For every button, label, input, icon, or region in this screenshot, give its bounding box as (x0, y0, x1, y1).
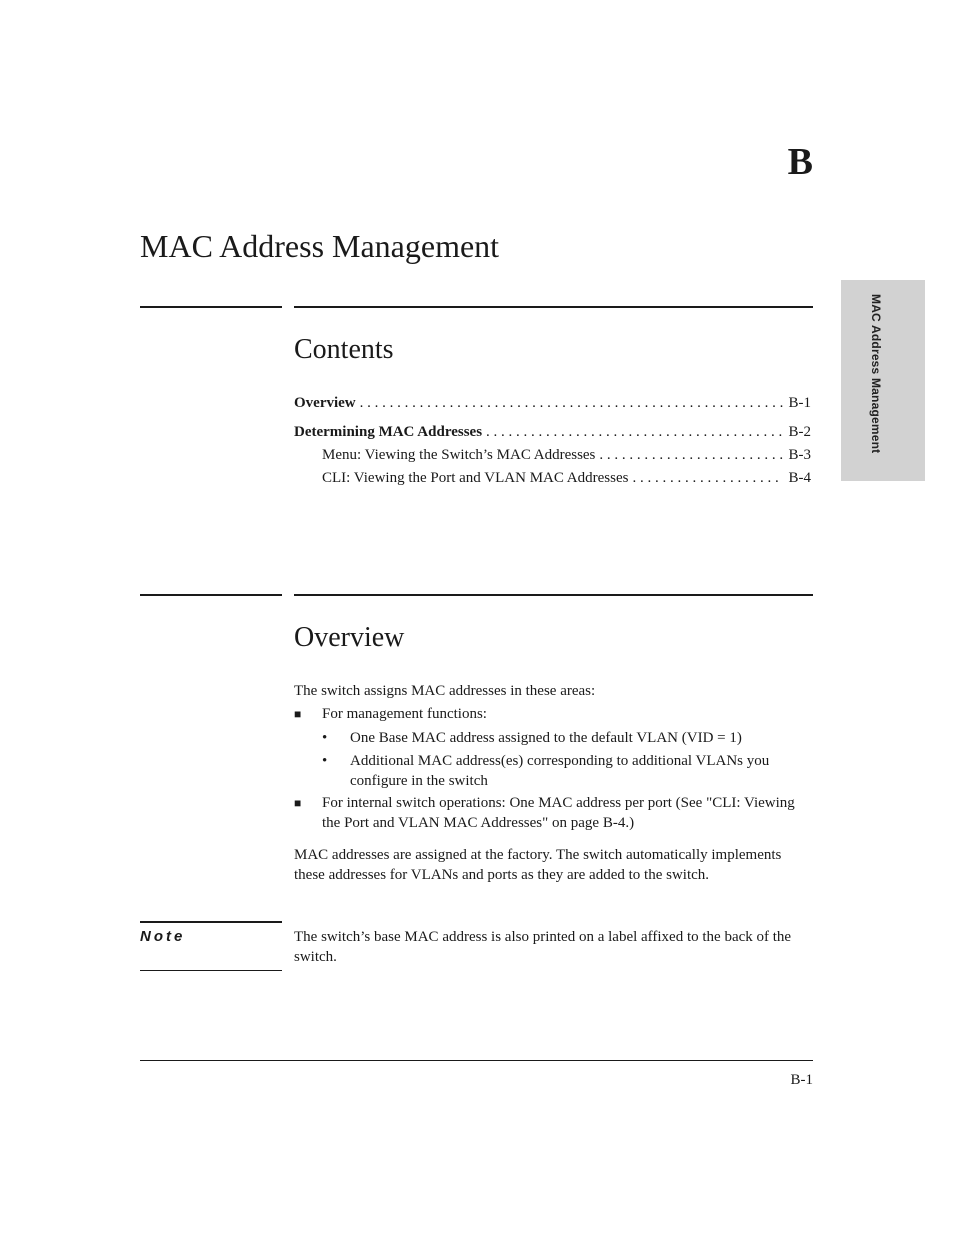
toc-entry[interactable] (294, 422, 811, 442)
chapter-letter: B (787, 141, 813, 183)
toc-leader (632, 468, 783, 488)
sub-bullet-item: One Base MAC address assigned to the default VLAN (VID = 1) (350, 730, 742, 746)
toc-entry-page: B-1 (788, 395, 811, 411)
note-top-rule (140, 921, 282, 923)
footer-page-number: B-1 (790, 1072, 813, 1088)
side-tab-label: MAC Address Management (869, 294, 883, 454)
overview-right-rule (294, 594, 813, 596)
side-tab (841, 280, 925, 481)
toc-entry-label: Menu: Viewing the Switch’s MAC Addresses (322, 447, 596, 463)
bullet-item: For internal switch operations: One MAC address per port (See "CLI: Viewing the Port and VLAN MAC Addresses" on page B-4.) (322, 795, 795, 831)
toc-entry-label: CLI: Viewing the Port and VLAN MAC Addresses (322, 470, 629, 486)
toc-entry-label: Overview (294, 395, 356, 411)
chapter-title: MAC Address Management (140, 228, 500, 264)
toc-leader (360, 393, 783, 413)
dot-bullet-icon: • (322, 753, 328, 769)
overview-heading: Overview (294, 622, 405, 653)
toc-subentry[interactable] (322, 468, 811, 488)
footer-rule (140, 1060, 813, 1061)
overview-left-rule (140, 594, 282, 596)
square-bullet-icon: ■ (294, 796, 302, 810)
toc-leader (486, 422, 783, 442)
toc-subentry[interactable] (322, 445, 811, 465)
note-bottom-rule (140, 970, 282, 971)
toc-entry-page: B-2 (788, 424, 811, 440)
overview-intro: The switch assigns MAC addresses in these areas: (294, 683, 596, 699)
overview-paragraph: MAC addresses are assigned at the factory. The switch automatically implements these addresses for VLANs and ports as they are added to the switch. (294, 847, 782, 883)
contents-heading: Contents (294, 334, 394, 365)
sub-bullet-item: Additional MAC address(es) corresponding to additional VLANs you configure in the switch (350, 753, 770, 789)
toc-entry-label: Determining MAC Addresses (294, 424, 483, 440)
dot-bullet-icon: • (322, 730, 328, 746)
toc-entry[interactable] (294, 393, 811, 413)
note-label: Note (140, 928, 186, 945)
toc-entry-page: B-4 (788, 470, 811, 486)
bullet-item: For management functions: (322, 706, 487, 722)
contents-right-rule (294, 306, 813, 308)
square-bullet-icon: ■ (294, 707, 302, 721)
note-text: The switch’s base MAC address is also printed on a label affixed to the back of the switch. (294, 929, 792, 965)
toc-leader (599, 445, 783, 465)
contents-left-rule (140, 306, 282, 308)
toc-entry-page: B-3 (788, 447, 811, 463)
